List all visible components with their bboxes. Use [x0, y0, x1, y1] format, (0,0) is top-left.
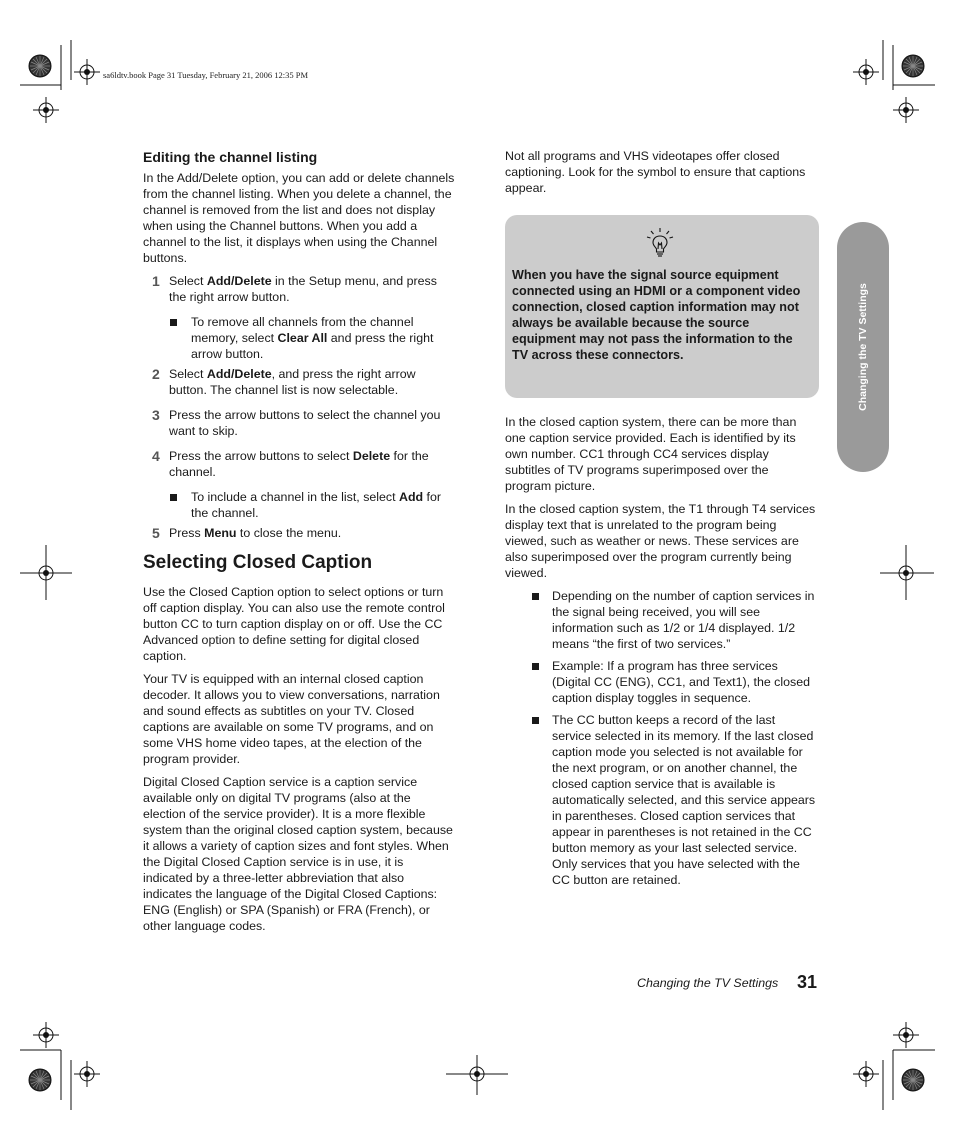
registration-target	[853, 1061, 879, 1087]
registration-target	[893, 1022, 919, 1048]
step-number: 3	[152, 407, 160, 423]
starburst-target	[29, 1069, 51, 1091]
starburst-target	[902, 1069, 924, 1091]
page-number: 31	[797, 972, 818, 992]
square-bullet	[532, 593, 539, 600]
footer-chapter-label: Changing the TV Settings	[637, 976, 779, 990]
list-item: The CC button keeps a record of the last service selected in its memory. If the last closed caption mode you selected is not available for the next program, or on another channel, the closed caption service that is available is automatically selected, and this service appears in parentheses. Closed caption services that appear in parentheses is not retained in the CC button memory as your last selected service. Only services that you have selected with the CC button are retained.	[505, 712, 817, 888]
list-item: Depending on the number of caption services in the signal being received, you will see information such as 1/2 or 1/4 displayed. 1/2 means “the first of two services.”	[505, 588, 817, 652]
sub-bullet-clear-all: To remove all channels from the channel memory, select Clear All and press the right arrow button.	[143, 314, 455, 362]
step-3: 3 Press the arrow buttons to select the channel you want to skip.	[152, 407, 441, 438]
registration-target	[74, 1061, 100, 1087]
step-number: 2	[152, 366, 160, 382]
step-4: 4 Press the arrow buttons to select Delete for the channel.	[152, 448, 429, 479]
step-number: 4	[152, 448, 160, 464]
paragraph: Your TV is equipped with an internal closed caption decoder. It allows you to view conversations, narration and sound effects as subtitles on your TV. Closed captions are available on some TV programs, and on some VHS home video tapes, at the election of the program provider.	[143, 672, 440, 766]
step-number: 1	[152, 273, 160, 289]
editing-intro: In the Add/Delete option, you can add or delete channels from the channel listing. When you delete a channel, the channel is removed from the list and does not display when using the Channel buttons. When you add a channel to the list, it displays when using the Channel buttons.	[143, 171, 455, 265]
square-bullet	[170, 319, 177, 326]
sub-bullet-add: To include a channel in the list, select Add for the channel.	[143, 489, 455, 521]
step-number: 5	[152, 525, 160, 541]
left-column	[143, 148, 455, 941]
chapter-side-tab	[837, 222, 889, 472]
square-bullet	[532, 663, 539, 670]
lightbulb-icon	[645, 227, 675, 259]
note-text: When you have the signal source equipment connected using an HDMI or a component video connection, closed caption information may not always be available because the source equipment may not pass the information to the TV across these connectors.	[512, 268, 801, 362]
chapter-tab-label: Changing the TV Settings	[857, 283, 869, 411]
registration-target	[74, 59, 100, 85]
paragraph: In the closed caption system, there can be more than one caption service provided. Each is identified by its own number. CC1 through CC4 services display subtitles of TV programs superimposed over the program picture.	[505, 415, 797, 493]
paragraph: In the closed caption system, the T1 through T4 services display text that is unrelated to the program being viewed, such as weather or news. These services are also superimposed over the program currently being viewed.	[505, 502, 816, 580]
section-heading: Selecting Closed Caption	[143, 552, 373, 573]
file-slug: sa6ldtv.book Page 31 Tuesday, February 21, 2006 12:35 PM	[103, 70, 309, 80]
right-column-body	[505, 414, 817, 894]
step-5: 5 Press Menu to close the menu.	[152, 525, 342, 541]
right-column-intro	[505, 148, 817, 208]
right-intro: Not all programs and VHS videotapes offer closed captioning. Look for the symbol to ensure that captions appear.	[505, 149, 806, 195]
starburst-target	[902, 55, 924, 77]
editing-heading: Editing the channel listing	[143, 149, 318, 165]
starburst-target	[29, 55, 51, 77]
note-box	[505, 215, 819, 398]
list-item: Example: If a program has three services (Digital CC (ENG), CC1, and Text1), the closed caption display toggles in sequence.	[505, 658, 817, 706]
step-1: 1 Select Add/Delete in the Setup menu, and press the right arrow button.	[152, 273, 437, 304]
registration-target	[33, 1022, 59, 1048]
registration-target	[893, 97, 919, 123]
paragraph: Digital Closed Caption service is a caption service available only on digital TV programs (also at the election of the service provider). It is a more flexible system than the original closed caption system, because it allows a variety of caption sizes and font styles. When the Digital Closed Caption service is in use, it is indicated by a three-letter abbreviation that also indicates the language of the Digital Closed Captions: ENG (English) or SPA (Spanish) or FRA (French), or other language codes.	[143, 775, 453, 933]
registration-target	[853, 59, 879, 85]
step-2: 2 Select Add/Delete, and press the right arrow button. The channel list is now selectable.	[152, 366, 416, 397]
square-bullet	[170, 494, 177, 501]
square-bullet	[532, 717, 539, 724]
paragraph: Use the Closed Caption option to select options or turn off caption display. You can also use the remote control button CC to turn caption display on or off. Use the CC Advanced option to define setting for digital closed caption.	[143, 585, 445, 663]
registration-target	[33, 97, 59, 123]
